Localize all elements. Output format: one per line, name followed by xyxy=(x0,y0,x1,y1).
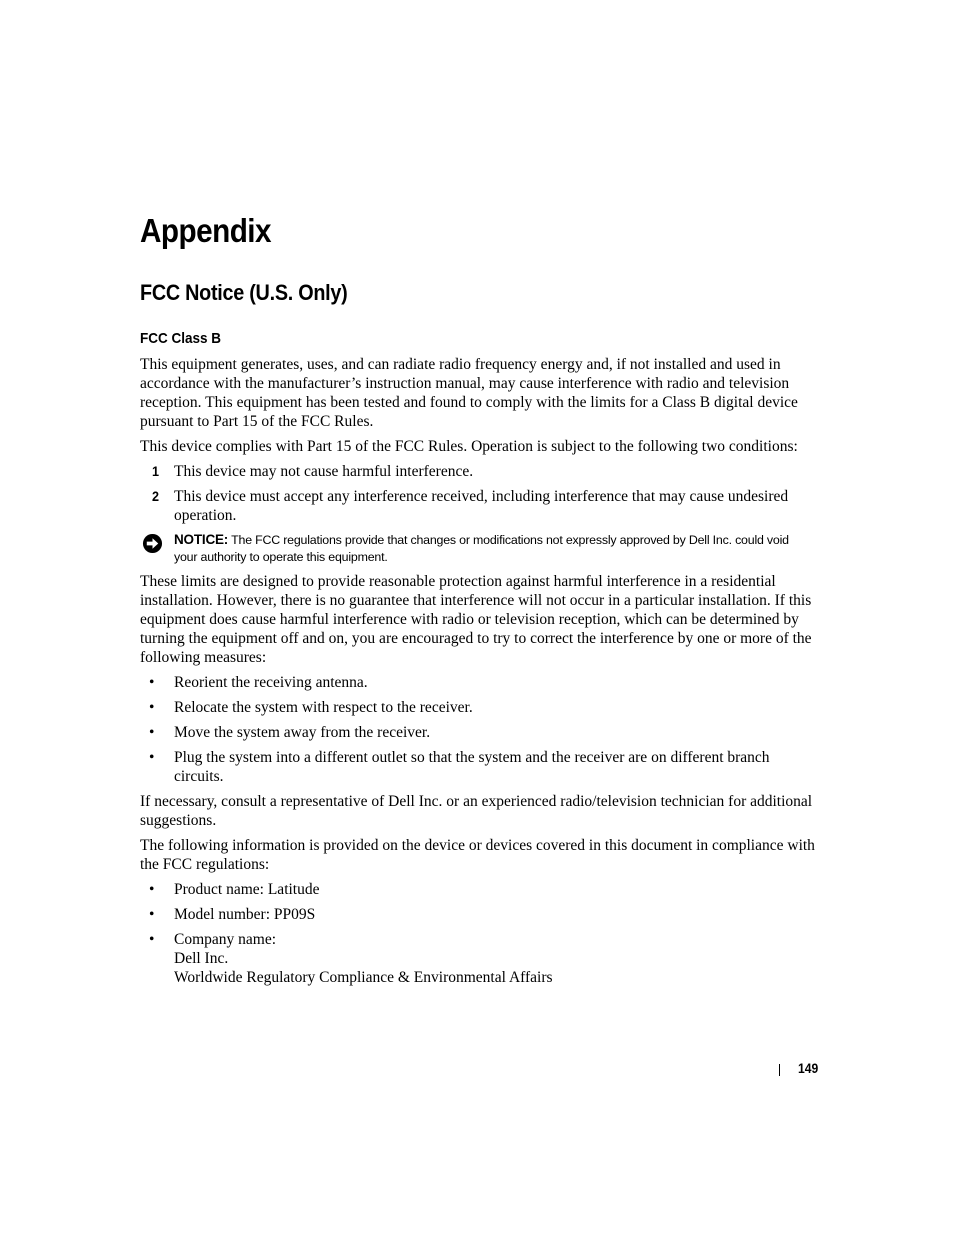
bullet: • xyxy=(149,724,155,741)
section-heading: FCC Notice (U.S. Only) xyxy=(140,280,348,305)
company-name-label: Company name: xyxy=(174,931,277,948)
list-item-text: Reorient the receiving antenna. xyxy=(174,674,368,691)
bullet: • xyxy=(149,881,155,898)
body-text xyxy=(140,355,815,993)
list-number: 2 xyxy=(152,488,160,504)
model-number: Model number: PP09S xyxy=(174,906,316,923)
paragraph-limits: These limits are designed to provide reasonable protection against harmful interference in a residential installation. However, there is no guarantee that interference will not occur in a particular installation. If this equipment does cause harmful interference with radio or television reception, which can be determined by turning the equipment off and on, you are encouraged to try to correct the interference by one or more of the following measures: xyxy=(140,573,812,666)
footer-divider xyxy=(779,1064,780,1076)
bullet-list-item xyxy=(140,673,815,692)
bullet-list-item xyxy=(140,905,815,924)
bullet-list-item xyxy=(140,930,815,987)
page-title: Appendix xyxy=(140,212,271,249)
bullet-list-item xyxy=(140,880,815,899)
page-number: 149 xyxy=(798,1061,819,1076)
bullet: • xyxy=(149,674,155,691)
notice-text: The FCC regulations provide that changes or modifications not expressly approved by Dell Inc. could void your authority to operate this equipment. xyxy=(174,533,789,564)
bullet: • xyxy=(149,749,155,766)
numbered-list-item xyxy=(140,487,815,525)
bullet-list-item xyxy=(140,723,815,742)
list-item-text: This device may not cause harmful interference. xyxy=(174,463,474,480)
bullet-list-item xyxy=(140,748,815,786)
bullet: • xyxy=(149,699,155,716)
numbered-list-item xyxy=(140,462,815,481)
bullet-list-item xyxy=(140,698,815,717)
paragraph-consult: If necessary, consult a representative of Dell Inc. or an experienced radio/television technician for additional suggestions. xyxy=(140,793,813,829)
company-line-1: Dell Inc. xyxy=(174,950,229,967)
notice-label: NOTICE: xyxy=(174,532,229,547)
paragraph-intro: This equipment generates, uses, and can radiate radio frequency energy and, if not installed and used in accordance with the manufacturer’s instruction manual, may cause interference with radio and television reception. This equipment has been tested and found to comply with the limits for a Class B digital device pursuant to Part 15 of the FCC Rules. xyxy=(140,356,798,430)
list-item-text: Relocate the system with respect to the receiver. xyxy=(174,699,473,716)
product-name: Product name: Latitude xyxy=(174,881,320,898)
notice-arrow-icon xyxy=(142,533,163,554)
list-item-text: Plug the system into a different outlet so that the system and the receiver are on different branch circuits. xyxy=(174,749,770,785)
list-item-text: This device must accept any interference received, including interference that may cause undesired operation. xyxy=(174,488,789,524)
list-number: 1 xyxy=(152,463,160,479)
paragraph-info-intro: The following information is provided on the device or devices covered in this document in compliance with the FCC regulations: xyxy=(140,837,815,873)
bullet: • xyxy=(149,906,155,923)
notice-box xyxy=(140,531,815,566)
list-item-text: Move the system away from the receiver. xyxy=(174,724,431,741)
company-line-2: Worldwide Regulatory Compliance & Environmental Affairs xyxy=(174,969,553,986)
bullet: • xyxy=(149,931,155,948)
paragraph-conditions-intro: This device complies with Part 15 of the FCC Rules. Operation is subject to the following two conditions: xyxy=(140,438,798,455)
subsection-heading: FCC Class B xyxy=(140,330,222,347)
